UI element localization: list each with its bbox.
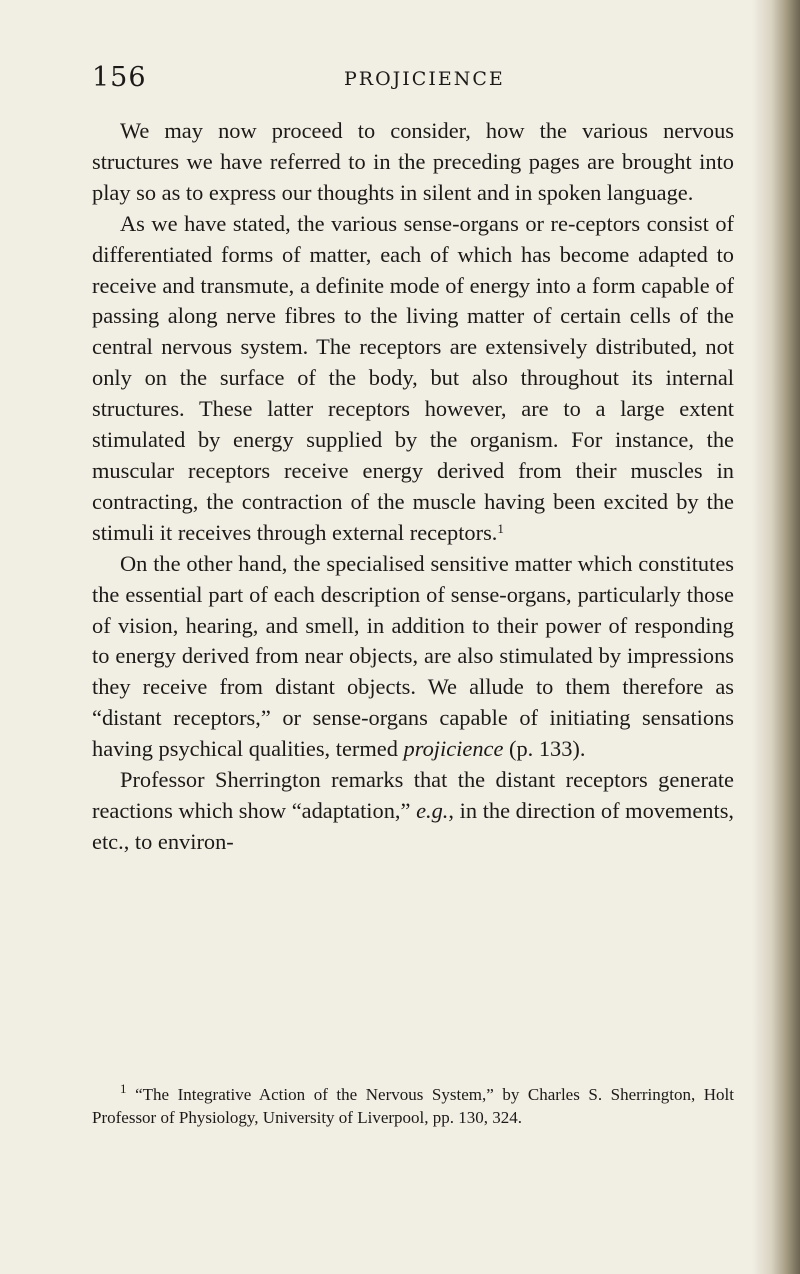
paragraph-3 bbox=[92, 549, 734, 765]
italic-term-projicience: projicience bbox=[403, 736, 504, 762]
footnote-reference: 1 bbox=[497, 520, 504, 536]
running-head bbox=[92, 62, 732, 94]
footnote-paragraph bbox=[92, 1081, 734, 1129]
footnote-text: “The Integrative Action of the Nervous System,” by Charles S. Sherrington, Holt Professor of Physiology, University of Liverpool, pp. 130, 324. bbox=[92, 1085, 734, 1127]
paragraph-4 bbox=[92, 765, 734, 858]
body-text bbox=[92, 116, 734, 858]
italic-eg: e.g. bbox=[416, 797, 449, 823]
paragraph-2 bbox=[92, 209, 734, 549]
page-edge-shadow bbox=[752, 0, 800, 1274]
running-title: PROJICIENCE bbox=[344, 68, 505, 90]
paragraph-4-text-a: Professor Sherrington remarks that the distant receptors generate reactions which show “adaptation,” bbox=[92, 767, 734, 823]
footnote-marker: 1 bbox=[120, 1081, 127, 1096]
paragraph-2-text: As we have stated, the various sense-organs or re-ceptors consist of differentiated forms of matter, each of which has become adapted to receive and transmute, a definite mode of energy into a form capable of passing along nerve fibres to the living matter of certain cells of the central nervous system. The receptors are extensively distributed, not only on the surface of the body, but also throughout its internal structures. These latter receptors however, are to a large extent stimulated by energy supplied by the organism. For instance, the muscular receptors receive energy derived from their muscles in contracting, the contraction of the muscle having been excited by the stimuli it receives through external receptors. bbox=[92, 210, 734, 545]
footnote bbox=[92, 1081, 734, 1129]
paragraph-1: We may now proceed to consider, how the various nervous structures we have referred to in the preceding pages are brought into play so as to express our thoughts in silent and in spoken language. bbox=[92, 118, 734, 205]
paragraph-3-text-b: (p. 133). bbox=[503, 736, 586, 762]
paragraph-3-text-a: On the other hand, the specialised sensitive matter which constitutes the essential part of each description of sense-organs, particularly those of vision, hearing, and smell, in addition to their power of responding to energy derived from near objects, are also stimulated by impressions they receive from distant objects. We allude to them therefore as “distant receptors,” or sense-organs capable of initiating sensations having psychical qualities, termed bbox=[92, 550, 734, 762]
paragraph-4-text-b: , in the direction of movements, etc., to environ- bbox=[92, 797, 735, 854]
page-number: 156 bbox=[92, 62, 147, 93]
